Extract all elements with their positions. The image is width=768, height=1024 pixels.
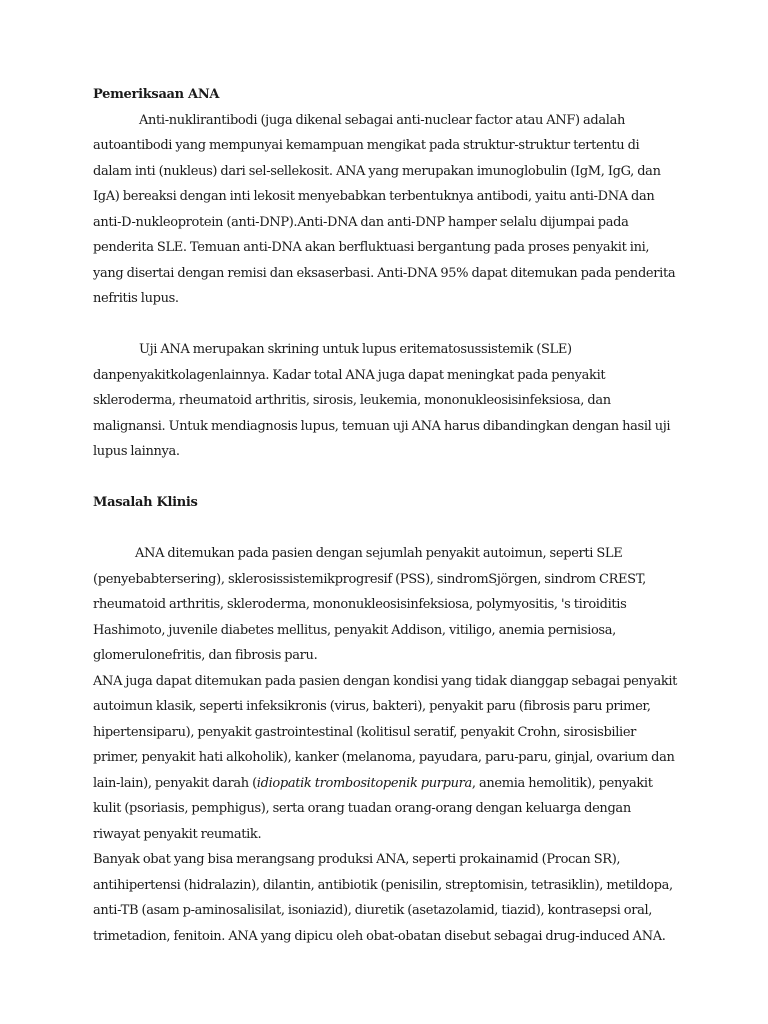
italic-term: idiopatik trombositopenik purpura [256,775,472,791]
spacer [93,516,679,542]
spacer [93,465,679,491]
paragraph-text: , anemia hemolitik), penyakit kulit (psoriasis, pemphigus), serta orang tuadan orang-orang dengan keluarga dengan riwayat penyakit reumatik. [93,775,653,842]
paragraph-drug-induced-ana: Banyak obat yang bisa merangsang produksi ANA, seperti prokainamid (Procan SR), antihipertensi (hidralazin), dilantin, antibiotik (penisilin, streptomisin, tetrasiklin), metildopa, anti-TB (asam p-aminosalisilat, isoniazid), diuretik (asetazolamid, tiazid), kontrasepsi oral, trimetadion, fenitoin. ANA yang dipicu oleh obat-obatan disebut sebagai drug-induced ANA. [93,852,673,944]
section-heading-pemeriksaan-ana: Pemeriksaan ANA [93,87,220,102]
paragraph-non-autoimmune-conditions [93,669,679,848]
document-page [93,82,679,949]
paragraph-autoimmune-diseases: ANA ditemukan pada pasien dengan sejumlah penyakit autoimun, seperti SLE (penyebabtersering), sklerosissistemikprogresif (PSS), sindromSjörgen, sindrom CREST, rheumatoid arthritis, skleroderma, mononukleosisinfeksiosa, polymyositis, 's tiroiditis Hashimoto, juvenile diabetes mellitus, penyakit Addison, vitiligo, anemia pernisiosa, glomerulonefritis, dan fibrosis paru. [93,546,646,663]
section-heading-masalah-klinis: Masalah Klinis [93,495,198,510]
spacer [93,312,679,338]
paragraph-ana-definition: Anti-nuklirantibodi (juga dikenal sebagai anti-nuclear factor atau ANF) adalah autoantibodi yang mempunyai kemampuan mengikat pada struktur-struktur tertentu di dalam inti (nukleus) dari sel-sellekosit. ANA yang merupakan imunoglobulin (IgM, IgG, dan IgA) bereaksi dengan inti lekosit menyebabkan terbentuknya antibodi, yaitu anti-DNA dan anti-D-nukleoprotein (anti-DNP).Anti-DNA dan anti-DNP hamper selalu dijumpai pada penderita SLE. Temuan anti-DNA akan berfluktuasi bergantung pada proses penyakit ini, yang disertai dengan remisi dan eksaserbasi. Anti-DNA 95% dapat ditemukan pada penderita nefritis lupus. [93,112,676,306]
paragraph-uji-ana: Uji ANA merupakan skrining untuk lupus eritematosussistemik (SLE) danpenyakitkolagenlainnya. Kadar total ANA juga dapat meningkat pada penyakit skleroderma, rheumatoid arthritis, sirosis, leukemia, mononukleosisinfeksiosa, dan malignansi. Untuk mendiagnosis lupus, temuan uji ANA harus dibandingkan dengan hasil uji lupus lainnya. [93,342,671,459]
paragraph-text: ANA juga dapat ditemukan pada pasien dengan kondisi yang tidak dianggap sebagai penyakit autoimun klasik, seperti infeksikronis (virus, bakteri), penyakit paru (fibrosis paru primer, hipertensiparu), penyakit gastrointestinal (kolitisul seratif, penyakit Crohn, sirosisbilier primer, penyakit hati alkoholik), kanker (melanoma, payudara, paru-paru, ginjal, ovarium dan lain-lain), penyakit darah ( [93,673,678,791]
